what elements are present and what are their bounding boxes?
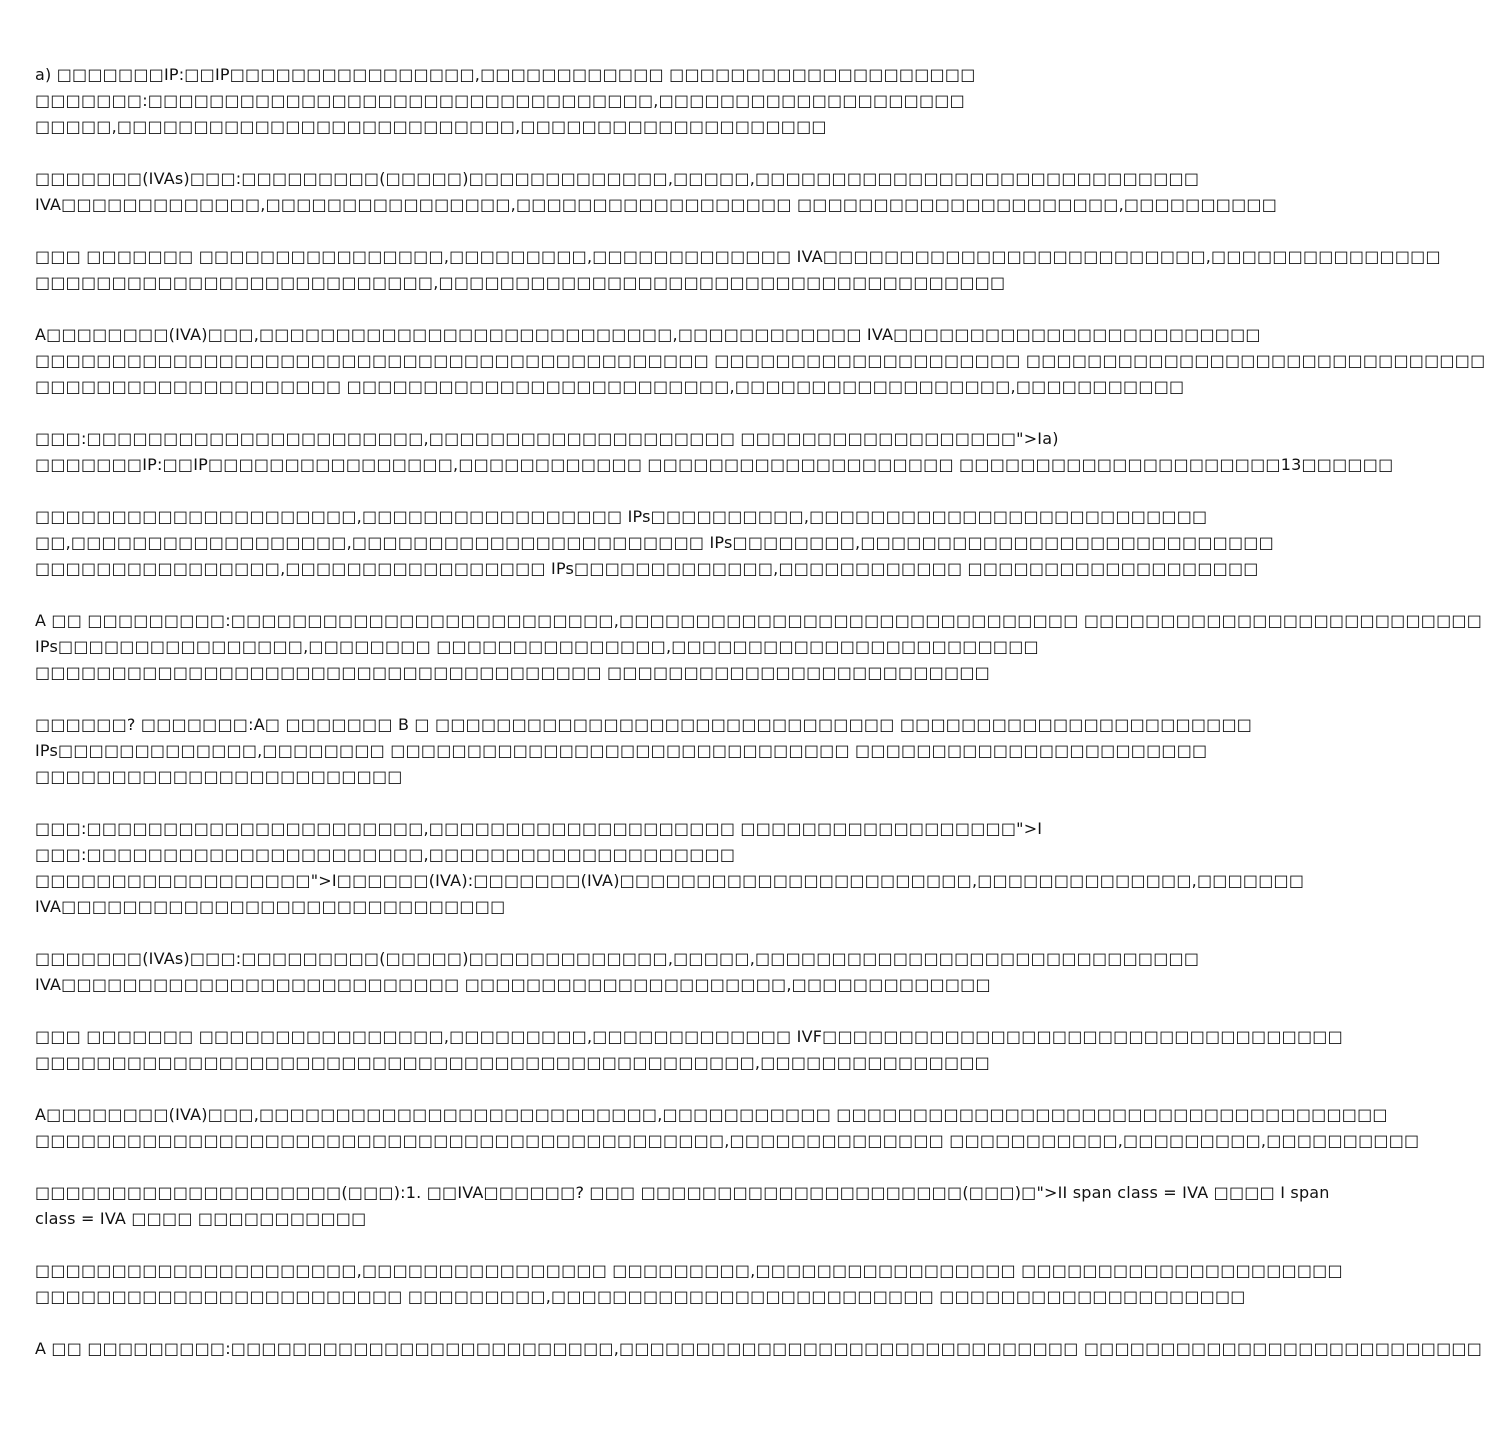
- text-line: □□□□□□□□□□□□□□□□□□">I□□□□□□(IVA):□□□□□□□(IVA)□□□□□□□□□□□□□□□□□□□□□□□,□□□□□□□□□□□□□□,□□□□□□□: [35, 871, 1305, 890]
- text-line: □□□□□□□□□□□□□□□□□□□□(□□□):1. □□IVA□□□□□□? □□□ □□□□□□□□□□□□□□□□□□□□□(□□□)□">II span class = IVA □□□□ I span: [35, 1183, 1330, 1202]
- text-line: □□□:□□□□□□□□□□□□□□□□□□□□□□,□□□□□□□□□□□□□□□□□□□□ □□□□□□□□□□□□□□□□□□">I: [35, 819, 1043, 838]
- text-line: IPs□□□□□□□□□□□□□,□□□□□□□□ □□□□□□□□□□□□□□□□□□□□□□□□□□□□□□ □□□□□□□□□□□□□□□□□□□□□□□: [35, 741, 1208, 760]
- paragraph: [35, 816, 1305, 920]
- paragraph: [35, 504, 1274, 582]
- text-line: □□,□□□□□□□□□□□□□□□□□□,□□□□□□□□□□□□□□□□□□□□□□□ IPs□□□□□□□□,□□□□□□□□□□□□□□□□□□□□□□□□□□□: [35, 533, 1274, 552]
- paragraph: [35, 322, 1485, 400]
- text-line: IVA□□□□□□□□□□□□□□□□□□□□□□□□□□ □□□□□□□□□□□□□□□□□□□□□,□□□□□□□□□□□□□: [35, 975, 991, 994]
- text-line: □□□□□□□□□□□□□□□□□□□□□□□□□□□□□□□□□□□□□ □□□□□□□□□□□□□□□□□□□□□□□□□: [35, 663, 990, 682]
- text-line: a) □□□□□□□IP:□□IP□□□□□□□□□□□□□□□□,□□□□□□□□□□□□ □□□□□□□□□□□□□□□□□□□□: [35, 65, 976, 84]
- text-line: class = IVA □□□□ □□□□□□□□□□□: [35, 1209, 367, 1228]
- text-line: IVA□□□□□□□□□□□□□□□□□□□□□□□□□□□□□: [35, 897, 506, 916]
- text-line: □□□□□□□□□□□□□□□□□□□□□□□□ □□□□□□□□□,□□□□□□□□□□□□□□□□□□□□□□□□□ □□□□□□□□□□□□□□□□□□□□: [35, 1287, 1246, 1306]
- text-line: A □□ □□□□□□□□□:□□□□□□□□□□□□□□□□□□□□□□□□□,□□□□□□□□□□□□□□□□□□□□□□□□□□□□□□ □□□□□□□□□□□□□□□□□□□□□□□□□□: [35, 1339, 1483, 1358]
- paragraph: [35, 166, 1278, 218]
- text-line: □□□□□□□IP:□□IP□□□□□□□□□□□□□□□□,□□□□□□□□□□□□ □□□□□□□□□□□□□□□□□□□□ □□□□□□□□□□□□□□□□□□□□□13□□□□□□: [35, 455, 1394, 474]
- paragraph: [35, 712, 1253, 790]
- text-line: □□□□□□□:□□□□□□□□□□□□□□□□□□□□□□□□□□□□□□□□□,□□□□□□□□□□□□□□□□□□□□: [35, 91, 965, 110]
- text-line: □□□□□□□□□□□□□□□□□□□□□,□□□□□□□□□□□□□□□□□ IPs□□□□□□□□□□,□□□□□□□□□□□□□□□□□□□□□□□□□□: [35, 507, 1208, 526]
- paragraph: [35, 426, 1394, 478]
- text-line: A□□□□□□□□(IVA)□□□,□□□□□□□□□□□□□□□□□□□□□□□□□□,□□□□□□□□□□□ □□□□□□□□□□□□□□□□□□□□□□□□□□□□□□□□□□□□: [35, 1105, 1388, 1124]
- text-line: □□□:□□□□□□□□□□□□□□□□□□□□□□,□□□□□□□□□□□□□□□□□□□□ □□□□□□□□□□□□□□□□□□">Ia): [35, 429, 1059, 448]
- text-line: □□□□□□□(IVAs)□□□:□□□□□□□□□(□□□□□)□□□□□□□□□□□□□,□□□□□,□□□□□□□□□□□□□□□□□□□□□□□□□□□□□: [35, 169, 1200, 188]
- paragraph: [35, 946, 1200, 998]
- text-line: IVA□□□□□□□□□□□□□,□□□□□□□□□□□□□□□□,□□□□□□□□□□□□□□□□□□ □□□□□□□□□□□□□□□□□□□□□,□□□□□□□□□□: [35, 195, 1278, 214]
- paragraph: [35, 1102, 1420, 1154]
- text-line: □□□□□□? □□□□□□□:A□ □□□□□□□ B □ □□□□□□□□□□□□□□□□□□□□□□□□□□□□□□ □□□□□□□□□□□□□□□□□□□□□□□: [35, 715, 1253, 734]
- text-line: □□□□□□□□□□□□□□□□□□□□□,□□□□□□□□□□□□□□□□ □□□□□□□□□,□□□□□□□□□□□□□□□□□ □□□□□□□□□□□□□□□□□□□□□: [35, 1261, 1343, 1280]
- paragraph: [35, 244, 1441, 296]
- paragraph: [35, 1258, 1343, 1310]
- text-line: □□□ □□□□□□□ □□□□□□□□□□□□□□□□,□□□□□□□□□,□□□□□□□□□□□□□ IVF□□□□□□□□□□□□□□□□□□□□□□□□□□□□□□□□□□: [35, 1027, 1343, 1046]
- text-line: □□□□□□□□□□□□□□□□,□□□□□□□□□□□□□□□□□ IPs□□□□□□□□□□□□□,□□□□□□□□□□□□ □□□□□□□□□□□□□□□□□□□: [35, 559, 1259, 578]
- paragraph: [35, 1336, 1483, 1362]
- text-line: □□□□□□□□□□□□□□□□□□□□□□□□□□,□□□□□□□□□□□□□□□□□□□□□□□□□□□□□□□□□□□□□: [35, 273, 1006, 292]
- paragraph: [35, 62, 993, 140]
- text-line: □□□□□□□□□□□□□□□□□□□□□□□□: [35, 767, 403, 786]
- text-line: □□□ □□□□□□□ □□□□□□□□□□□□□□□□,□□□□□□□□□,□□□□□□□□□□□□□ IVA□□□□□□□□□□□□□□□□□□□□□□□□□,□□□□□□□□□□□□□□□: [35, 247, 1441, 266]
- paragraph: [35, 1180, 1330, 1232]
- text-line: □□□□□□□□□□□□□□□□□□□□□□□□□□□□□□□□□□□□□□□□□□□□ □□□□□□□□□□□□□□□□□□□□ □□□□□□□□□□□□□□□□□□□□□□□□□□□□□□: [35, 351, 1485, 370]
- text-line: A □□ □□□□□□□□□:□□□□□□□□□□□□□□□□□□□□□□□□□,□□□□□□□□□□□□□□□□□□□□□□□□□□□□□□ □□□□□□□□□□□□□□□□□□□□□□□□□□: [35, 611, 1483, 630]
- text-line: □□□□□□□□□□□□□□□□□□□□□□□□□□□□□□□□□□□□□□□□□□□□□□□,□□□□□□□□□□□□□□□: [35, 1053, 990, 1072]
- text-line: □□□:□□□□□□□□□□□□□□□□□□□□□□,□□□□□□□□□□□□□□□□□□□□: [35, 845, 736, 864]
- paragraph: [35, 608, 1483, 686]
- paragraph: [35, 1024, 1343, 1076]
- text-line: □□□□□□□(IVAs)□□□:□□□□□□□□□(□□□□□)□□□□□□□□□□□□□,□□□□□,□□□□□□□□□□□□□□□□□□□□□□□□□□□□□: [35, 949, 1200, 968]
- text-line: □□□□□□□□□□□□□□□□□□□□□□□□□□□□□□□□□□□□□□□□□□□□□,□□□□□□□□□□□□□□ □□□□□□□□□□□,□□□□□□□□□,□□□□□□□□□□: [35, 1131, 1420, 1150]
- text-line: A□□□□□□□□(IVA)□□□,□□□□□□□□□□□□□□□□□□□□□□□□□□□,□□□□□□□□□□□□ IVA□□□□□□□□□□□□□□□□□□□□□□□□: [35, 325, 1261, 344]
- text-line: IPs□□□□□□□□□□□□□□□□,□□□□□□□□ □□□□□□□□□□□□□□□,□□□□□□□□□□□□□□□□□□□□□□□□: [35, 637, 1039, 656]
- text-line: □□□□□,□□□□□□□□□□□□□□□□□□□□□□□□□□,□□□□□□□□□□□□□□□□□□□□: [35, 117, 827, 136]
- document-body: [35, 62, 1485, 1388]
- text-line: □□□□□□□□□□□□□□□□□□□□ □□□□□□□□□□□□□□□□□□□□□□□□□,□□□□□□□□□□□□□□□□□□,□□□□□□□□□□□: [35, 377, 1185, 396]
